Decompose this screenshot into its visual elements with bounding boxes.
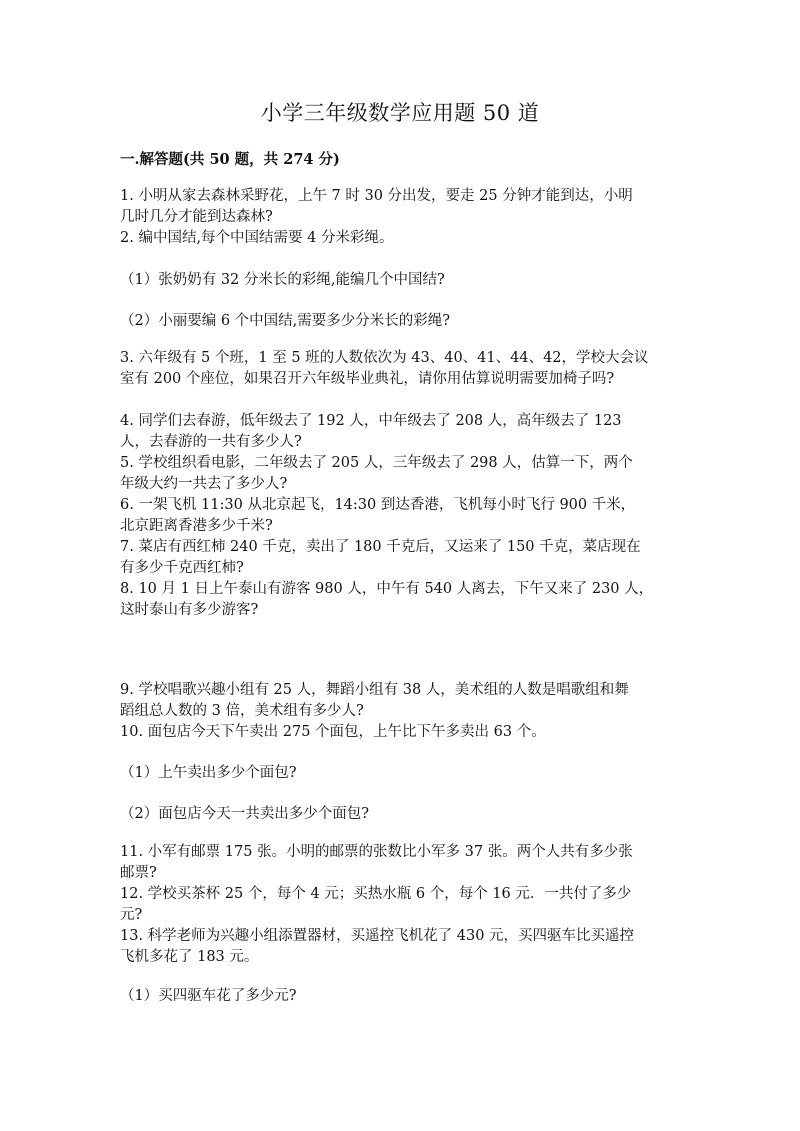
question-10-line-1: 10. 面包店今天下午卖出 275 个面包，上午比下午多卖出 63 个。 bbox=[120, 724, 546, 740]
question-2-sub-2: （2）小丽要编 6 个中国结,需要多少分米长的彩绳? bbox=[120, 313, 451, 329]
question-10 bbox=[120, 722, 680, 743]
question-5-line-1: 5. 学校组织看电影，二年级去了 205 人，三年级去了 298 人，估算一下，两个 bbox=[120, 455, 633, 471]
question-5 bbox=[120, 453, 680, 495]
question-7-line-1: 7. 菜店有西红柿 240 千克，卖出了 180 千克后，又运来了 150 千克，菜店现在 bbox=[120, 539, 641, 555]
question-4 bbox=[120, 411, 680, 453]
question-12-line-2: 元? bbox=[120, 907, 143, 923]
question-13-sub-1: （1）买四驱车花了多少元? bbox=[120, 988, 297, 1004]
question-5-line-2: 年级大约一共去了多少人? bbox=[120, 476, 288, 492]
question-10-sub-1: （1）上午卖出多少个面包? bbox=[120, 765, 297, 781]
question-4-line-2: 人，去春游的一共有多少人? bbox=[120, 434, 302, 450]
question-8-line-1: 8. 10 月 1 日上午泰山有游客 980 人，中午有 540 人离去，下午又来了 230 人， bbox=[120, 581, 654, 597]
section-heading: 一.解答题(共 50 题，共 274 分) bbox=[120, 151, 340, 168]
question-3 bbox=[120, 348, 680, 390]
question-1 bbox=[120, 186, 680, 228]
question-12 bbox=[120, 884, 680, 926]
question-11-line-2: 邮票? bbox=[120, 865, 157, 881]
question-7 bbox=[120, 537, 680, 579]
question-9-line-1: 9. 学校唱歌兴趣小组有 25 人，舞蹈小组有 38 人，美术组的人数是唱歌组和舞 bbox=[120, 682, 629, 698]
question-11 bbox=[120, 842, 680, 884]
question-12-line-1: 12. 学校买茶杯 25 个，每个 4 元；买热水瓶 6 个，每个 16 元．一共付了多少 bbox=[120, 886, 632, 902]
question-3-line-2: 室有 200 个座位，如果召开六年级毕业典礼，请你用估算说明需要加椅子吗? bbox=[120, 371, 615, 387]
question-2-line-1: 2. 编中国结,每个中国结需要 4 分米彩绳。 bbox=[120, 230, 394, 246]
question-11-line-1: 11. 小军有邮票 175 张。小明的邮票的张数比小军多 37 张。两个人共有多少张 bbox=[120, 844, 633, 860]
question-1-line-2: 几时几分才能到达森林? bbox=[120, 209, 273, 225]
question-6-line-1: 6. 一架飞机 11:30 从北京起飞，14:30 到达香港，飞机每小时飞行 900 千米， bbox=[120, 497, 636, 513]
question-3-line-1: 3. 六年级有 5 个班，1 至 5 班的人数依次为 43、40、41、44、42，学校大会议 bbox=[120, 350, 649, 366]
page-title: 小学三年级数学应用题 50 道 bbox=[260, 101, 540, 125]
question-4-line-1: 4. 同学们去春游，低年级去了 192 人，中年级去了 208 人，高年级去了 123 bbox=[120, 413, 622, 429]
question-8 bbox=[120, 579, 680, 621]
question-6-line-2: 北京距离香港多少千米? bbox=[120, 518, 273, 534]
question-8-line-2: 这时泰山有多少游客? bbox=[120, 602, 259, 618]
question-1-line-1: 1. 小明从家去森林采野花，上午 7 时 30 分出发，要走 25 分钟才能到达，小明 bbox=[120, 188, 633, 204]
question-13-line-1: 13. 科学老师为兴趣小组添置器材，买遥控飞机花了 430 元，买四驱车比买遥控 bbox=[120, 928, 635, 944]
question-2 bbox=[120, 228, 680, 249]
question-13 bbox=[120, 926, 680, 968]
question-2-sub-1: （1）张奶奶有 32 分米长的彩绳,能编几个中国结? bbox=[120, 272, 445, 288]
question-10-sub-2: （2）面包店今天一共卖出多少个面包? bbox=[120, 806, 369, 822]
question-9 bbox=[120, 680, 680, 722]
question-6 bbox=[120, 495, 680, 537]
question-7-line-2: 有多少千克西红柿? bbox=[120, 560, 244, 576]
question-13-line-2: 飞机多花了 183 元。 bbox=[120, 949, 259, 965]
question-9-line-2: 蹈组总人数的 3 倍，美术组有多少人? bbox=[120, 703, 364, 719]
